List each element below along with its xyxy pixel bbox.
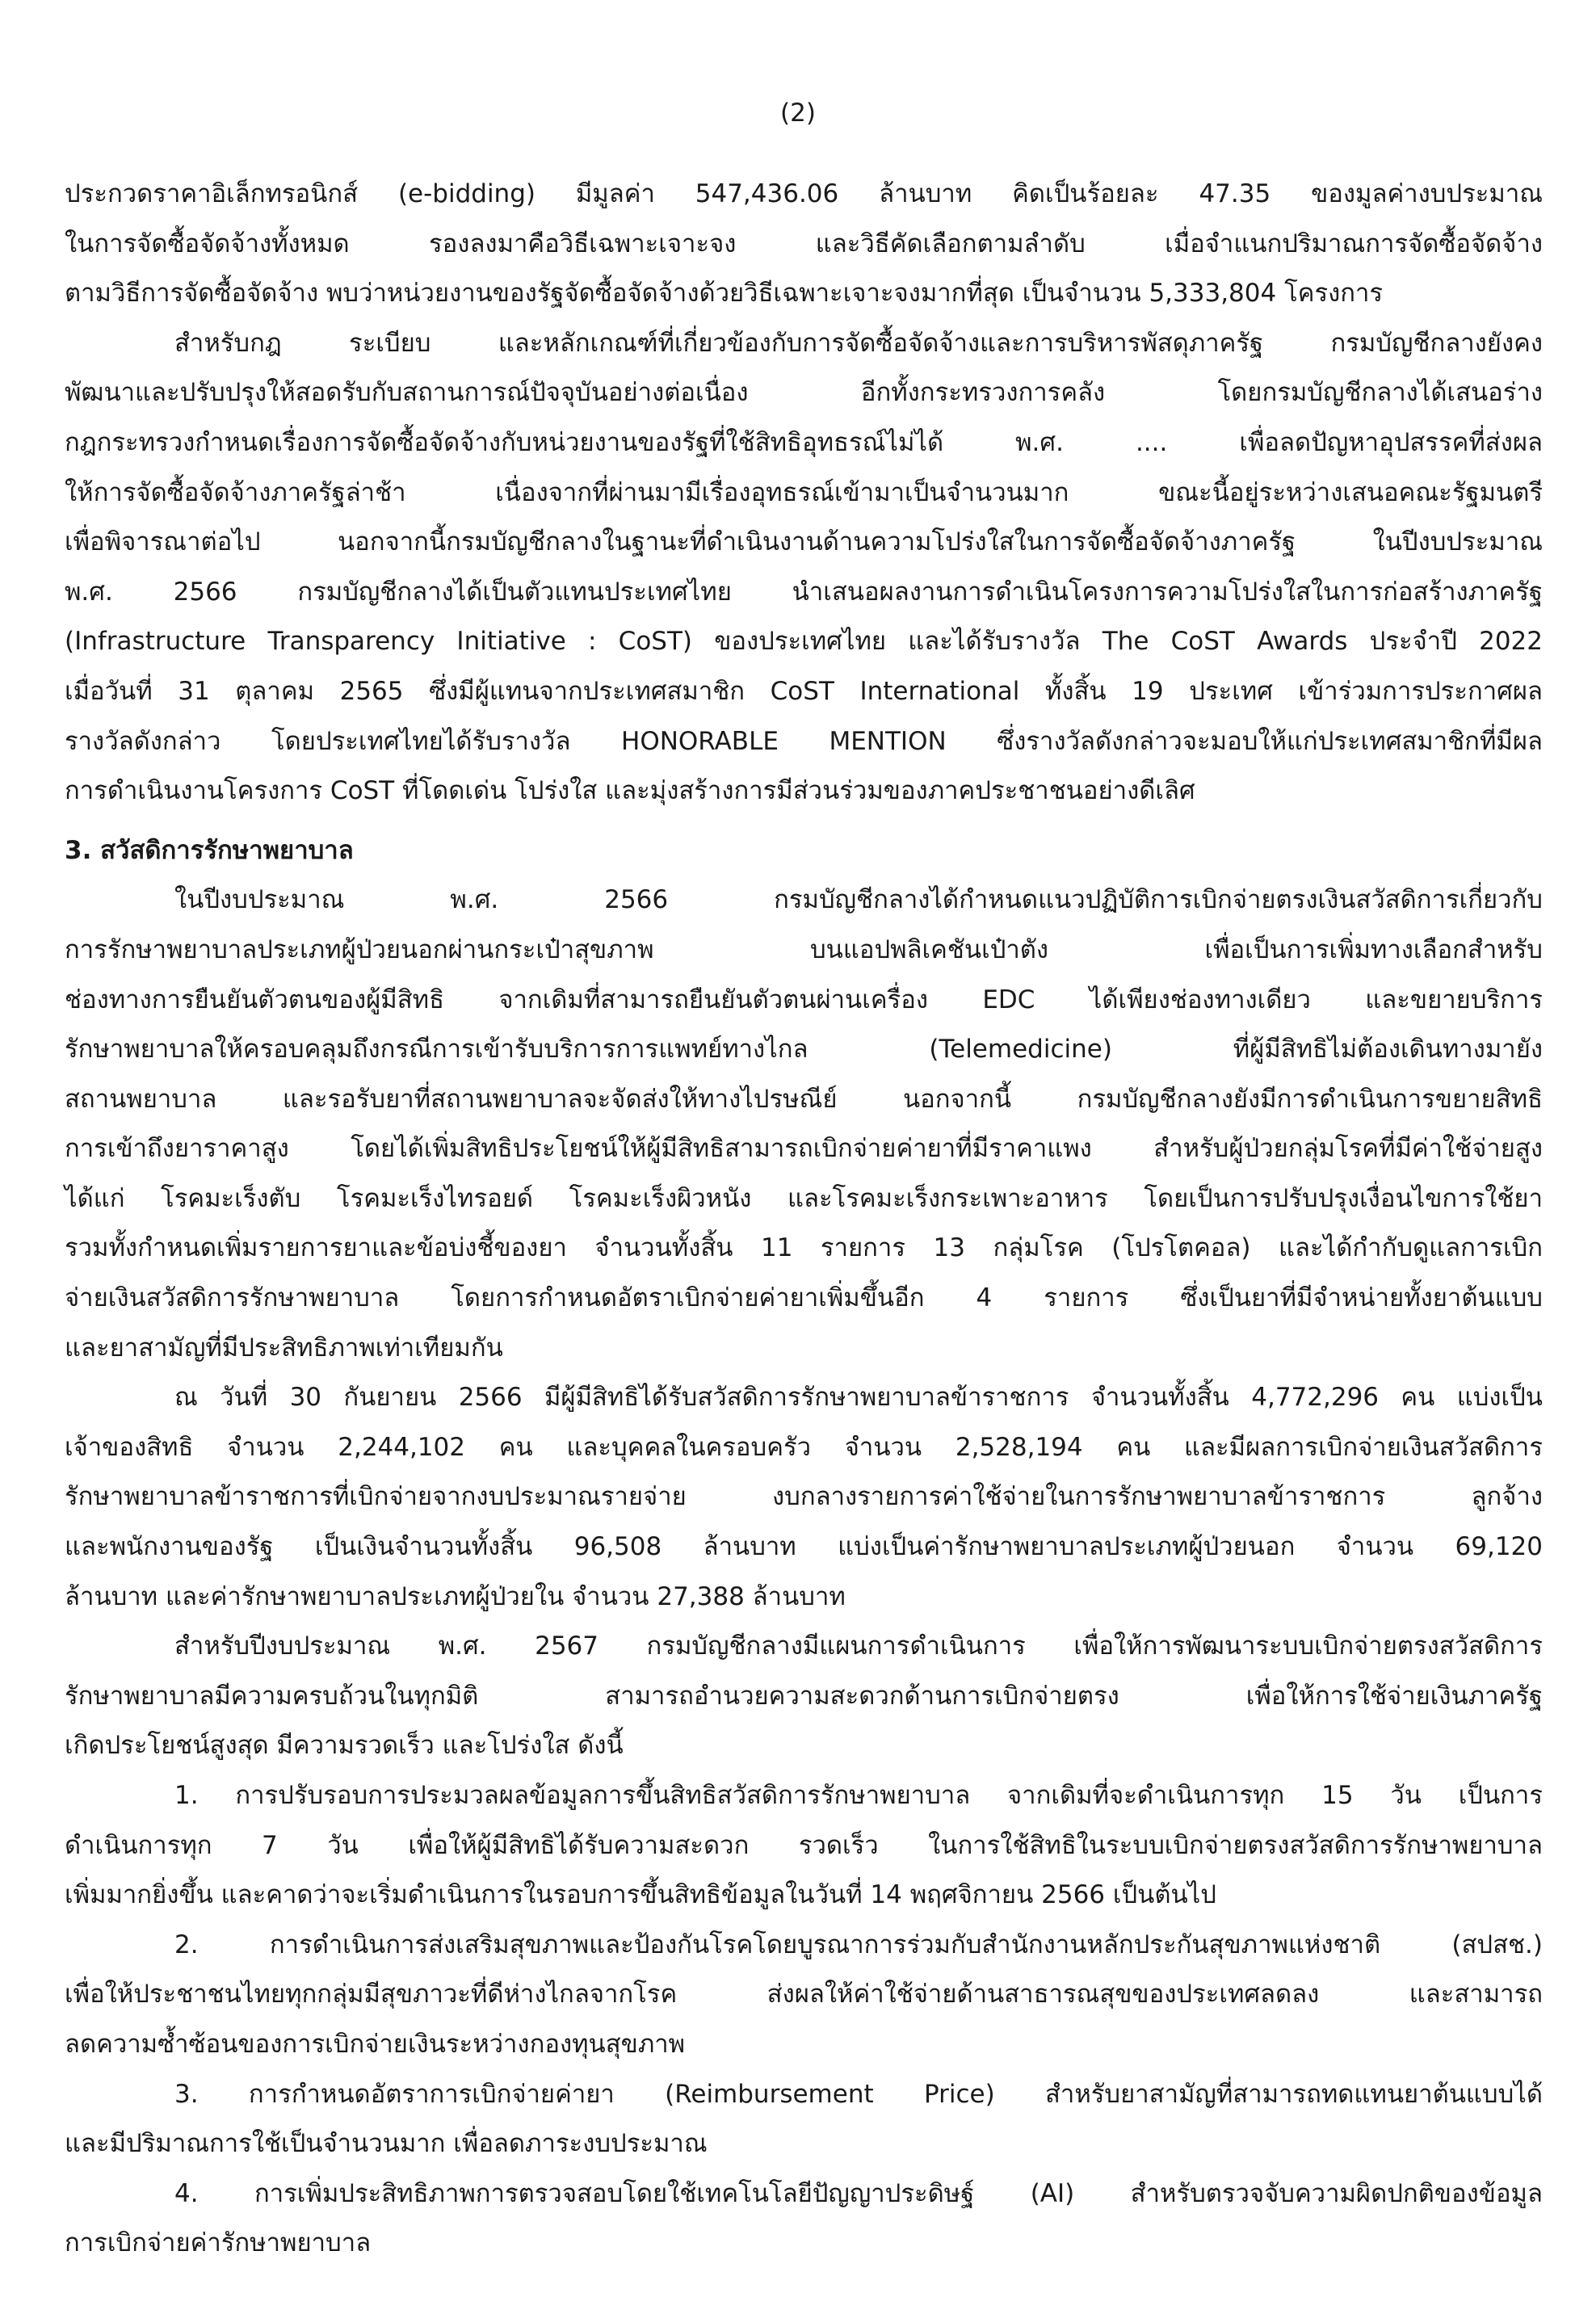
text-line: สำหรับกฎ ระเบียบ และหลักเกณฑ์ที่เกี่ยวข้องกับการจัดซื้อจัดจ้างและการบริหารพัสดุภาครัฐ กรมบัญชีกลางยังคง (174, 328, 1543, 358)
text-line: และพนักงานของรัฐ เป็นเงินจำนวนทั้งสิ้น 96,508 ล้านบาท แบ่งเป็นค่ารักษาพยาบาลประเภทผู้ป่วยนอก จำนวน 69,120 (65, 1532, 1543, 1562)
plan-item-2 (65, 1921, 1543, 2070)
paragraph-medical-welfare (65, 876, 1543, 1373)
text-line: เมื่อวันที่ 31 ตุลาคม 2565 ซึ่งมีผู้แทนจากประเทศสมาชิก CoST International ทั้งสิ้น 19 ประเทศ เข้าร่วมการประกาศผล (65, 676, 1543, 706)
text-line: เพื่อให้ประชาชนไทยทุกกลุ่มมีสุขภาวะที่ดีห่างไกลจากโรค ส่งผลให้ค่าใช้จ่ายด้านสาธารณสุขของประเทศลดลง และสามารถ (65, 1980, 1543, 2010)
text-line: เกิดประโยชน์สูงสุด มีความรวดเร็ว และโปร่งใส ดังนี้ (65, 1731, 624, 1761)
text-line: ในการจัดซื้อจัดจ้างทั้งหมด รองลงมาคือวิธีเฉพาะเจาะจง และวิธีคัดเลือกตามลำดับ เมื่อจำแนกปริมาณการจัดซื้อจัดจ้าง (65, 229, 1543, 258)
document-body (65, 170, 1543, 2269)
text-line: และยาสามัญที่มีประสิทธิภาพเท่าเทียมกัน (65, 1333, 503, 1363)
text-line: พัฒนาและปรับปรุงให้สอดรับกับสถานการณ์ปัจจุบันอย่างต่อเนื่อง อีกทั้งกระทรวงการคลัง โดยกรมบัญชีกลางได้เสนอร่าง (65, 378, 1543, 408)
text-line: พ.ศ. 2566 กรมบัญชีกลางได้เป็นตัวแทนประเทศไทย นำเสนอผลงานการดำเนินโครงการความโปร่งใสในการก่อสร้างภาครัฐ (65, 577, 1543, 607)
text-line: 1. การปรับรอบการประมวลผลข้อมูลการขึ้นสิทธิสวัสดิการรักษาพยาบาล จากเดิมที่จะดำเนินการทุก 15 วัน เป็นการ (174, 1781, 1543, 1810)
text-line: กฎกระทรวงกำหนดเรื่องการจัดซื้อจัดจ้างกับหน่วยงานของรัฐที่ใช้สิทธิอุทธรณ์ไม่ได้ พ.ศ. .... เพื่อลดปัญหาอุปสรรคที่ส่งผล (65, 427, 1543, 457)
text-line: 3. การกำหนดอัตราการเบิกจ่ายค่ายา (Reimbursement Price) สำหรับยาสามัญที่สามารถทดแทนยาต้นแบบได้ (174, 2079, 1543, 2109)
paragraph-procurement-methods (65, 170, 1543, 319)
text-line: (Infrastructure Transparency Initiative : CoST) ของประเทศไทย และได้รับรางวัล The CoST Awards ประจำปี 2022 (65, 627, 1543, 657)
text-line: เพื่อพิจารณาต่อไป นอกจากนี้กรมบัญชีกลางในฐานะที่ดำเนินงานด้านความโปร่งใสในการจัดซื้อจัดจ้างภาครัฐ ในปีงบประมาณ (65, 527, 1543, 557)
paragraph-fy2567-plan (65, 1622, 1543, 1771)
text-line: เพิ่มมากยิ่งขึ้น และคาดว่าจะเริ่มดำเนินการในรอบการขึ้นสิทธิข้อมูลในวันที่ 14 พฤศจิกายน 2566 เป็นต้นไป (65, 1880, 1216, 1910)
text-line: 2. การดำเนินการส่งเสริมสุขภาพและป้องกันโรคโดยบูรณาการร่วมกับสำนักงานหลักประกันสุขภาพแห่งชาติ (สปสช.) (174, 1930, 1543, 1959)
text-line: รักษาพยาบาลมีความครบถ้วนในทุกมิติ สามารถอำนวยความสะดวกด้านการเบิกจ่ายตรง เพื่อให้การใช้จ่ายเงินภาครัฐ (65, 1681, 1543, 1711)
text-line: การเข้าถึงยาราคาสูง โดยได้เพิ่มสิทธิประโยชน์ให้ผู้มีสิทธิสามารถเบิกจ่ายค่ายาที่มีราคาแพง สำหรับผู้ป่วยกลุ่มโรคที่มีค่าใช้จ่ายสูง (65, 1134, 1543, 1164)
text-line: 4. การเพิ่มประสิทธิภาพการตรวจสอบโดยใช้เทคโนโลยีปัญญาประดิษฐ์ (AI) สำหรับตรวจจับความผิดปกติของข้อมูล (174, 2178, 1543, 2208)
text-line: และมีปริมาณการใช้เป็นจำนวนมาก เพื่อลดภาระงบประมาณ (65, 2129, 708, 2159)
text-line: สำหรับปีงบประมาณ พ.ศ. 2567 กรมบัญชีกลางมีแผนการดำเนินการ เพื่อให้การพัฒนาระบบเบิกจ่ายตรงสวัสดิการ (174, 1632, 1543, 1661)
text-line: ดำเนินการทุก 7 วัน เพื่อให้ผู้มีสิทธิได้รับความสะดวก รวดเร็ว ในการใช้สิทธิในระบบเบิกจ่ายตรงสวัสดิการรักษาพยาบาล (65, 1830, 1543, 1860)
paragraph-beneficiaries (65, 1373, 1543, 1622)
text-line: รักษาพยาบาลให้ครอบคลุมถึงกรณีการเข้ารับบริการการแพทย์ทางไกล (Telemedicine) ที่ผู้มีสิทธิไม่ต้องเดินทางมายัง (65, 1035, 1543, 1065)
section-heading: 3. สวัสดิการรักษาพยาบาล (65, 835, 354, 865)
plan-item-3 (65, 2070, 1543, 2169)
text-line: การดำเนินงานโครงการ CoST ที่โดดเด่น โปร่งใส และมุ่งสร้างการมีส่วนร่วมของภาคประชาชนอย่างดีเลิศ (65, 776, 1195, 806)
text-line: รวมทั้งกำหนดเพิ่มรายการยาและข้อบ่งชี้ของยา จำนวนทั้งสิ้น 11 รายการ 13 กลุ่มโรค (โปรโตคอล) และได้กำกับดูแลการเบิก (65, 1233, 1543, 1263)
text-line: ล้านบาท และค่ารักษาพยาบาลประเภทผู้ป่วยใน จำนวน 27,388 ล้านบาท (65, 1581, 846, 1611)
plan-item-1 (65, 1771, 1543, 1921)
plan-item-4 (65, 2169, 1543, 2269)
text-line: ลดความซ้ำซ้อนของการเบิกจ่ายเงินระหว่างกองทุนสุขภาพ (65, 2029, 686, 2059)
text-line: การรักษาพยาบาลประเภทผู้ป่วยนอกผ่านกระเป๋าสุขภาพ บนแอปพลิเคชันเป๋าตัง เพื่อเป็นการเพิ่มทางเลือกสำหรับ (65, 934, 1543, 964)
text-line: ได้แก่ โรคมะเร็งตับ โรคมะเร็งไทรอยด์ โรคมะเร็งผิวหนัง และโรคมะเร็งกระเพาะอาหาร โดยเป็นการปรับปรุงเงื่อนไขการใช้ยา (65, 1183, 1543, 1213)
text-line: ช่องทางการยืนยันตัวตนของผู้มีสิทธิ จากเดิมที่สามารถยืนยันตัวตนผ่านเครื่อง EDC ได้เพียงช่องทางเดียว และขยายบริการ (65, 985, 1543, 1014)
text-line: ณ วันที่ 30 กันยายน 2566 มีผู้มีสิทธิได้รับสวัสดิการรักษาพยาบาลข้าราชการ จำนวนทั้งสิ้น 4,772,296 คน แบ่งเป็น (174, 1383, 1543, 1413)
page-number: (2) (780, 99, 816, 128)
text-line: สถานพยาบาล และรอรับยาที่สถานพยาบาลจะจัดส่งให้ทางไปรษณีย์ นอกจากนี้ กรมบัญชีกลางยังมีการดำเนินการขยายสิทธิ (65, 1084, 1543, 1114)
text-line: จ่ายเงินสวัสดิการรักษาพยาบาล โดยการกำหนดอัตราเบิกจ่ายค่ายาเพิ่มขึ้นอีก 4 รายการ ซึ่งเป็นยาที่มีจำหน่ายทั้งยาต้นแบบ (65, 1283, 1543, 1313)
text-line: ให้การจัดซื้อจัดจ้างภาครัฐล่าช้า เนื่องจากที่ผ่านมามีเรื่องอุทธรณ์เข้ามาเป็นจำนวนมาก ขณะนี้อยู่ระหว่างเสนอคณะรัฐมนตรี (65, 477, 1543, 507)
text-line: ประกวดราคาอิเล็กทรอนิกส์ (e-bidding) มีมูลค่า 547,436.06 ล้านบาท คิดเป็นร้อยละ 47.35 ของมูลค่างบประมาณ (65, 179, 1543, 208)
paragraph-procurement-regulations (65, 319, 1543, 817)
text-line: เจ้าของสิทธิ จำนวน 2,244,102 คน และบุคคลในครอบครัว จำนวน 2,528,194 คน และมีผลการเบิกจ่ายเงินสวัสดิการ (65, 1432, 1543, 1462)
text-line: รางวัลดังกล่าว โดยประเทศไทยได้รับรางวัล HONORABLE MENTION ซึ่งรางวัลดังกล่าวจะมอบให้แก่ประเทศสมาชิกที่มีผล (65, 726, 1543, 756)
text-line: ตามวิธีการจัดซื้อจัดจ้าง พบว่าหน่วยงานของรัฐจัดซื้อจัดจ้างด้วยวิธีเฉพาะเจาะจงมากที่สุด เป็นจำนวน 5,333,804 โครงการ (65, 279, 1384, 309)
text-line: รักษาพยาบาลข้าราชการที่เบิกจ่ายจากงบประมาณรายจ่าย งบกลางรายการค่าใช้จ่ายในการรักษาพยาบาลข้าราชการ ลูกจ้าง (65, 1482, 1543, 1512)
text-line: การเบิกจ่ายค่ารักษาพยาบาล (65, 2228, 372, 2258)
text-line: ในปีงบประมาณ พ.ศ. 2566 กรมบัญชีกลางได้กำหนดแนวปฏิบัติการเบิกจ่ายตรงเงินสวัสดิการเกี่ยวกับ (174, 885, 1543, 915)
